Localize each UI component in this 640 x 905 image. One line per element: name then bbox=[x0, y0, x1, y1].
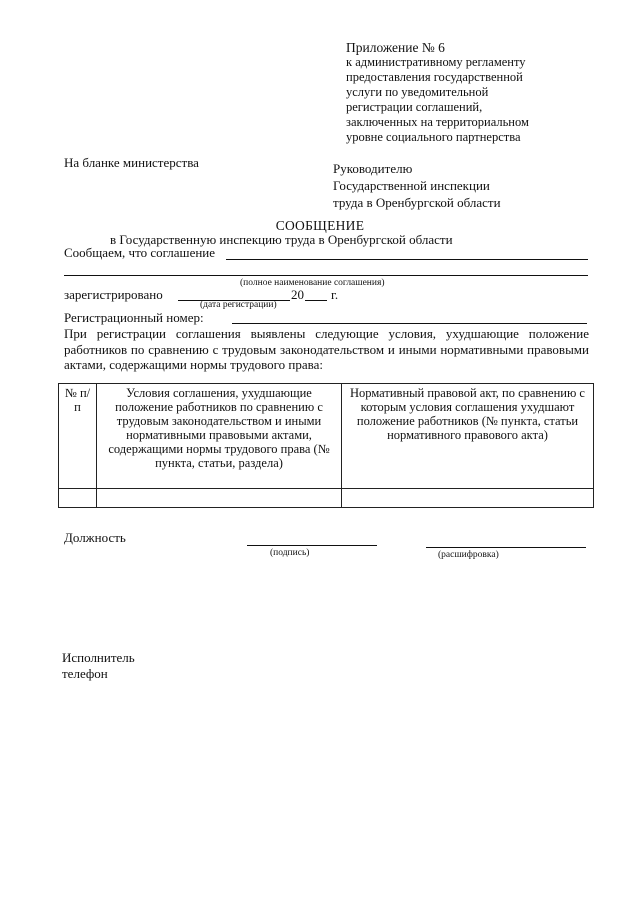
signature-line bbox=[247, 545, 377, 546]
date-caption: (дата регистрации) bbox=[200, 300, 277, 310]
appendix-line: предоставления государственной bbox=[346, 70, 523, 84]
executor-block bbox=[62, 650, 135, 682]
registration-year-line bbox=[305, 300, 327, 301]
letterhead-note: На бланке министерства bbox=[64, 155, 199, 170]
registered-label: зарегистрировано bbox=[64, 287, 163, 302]
position-label: Должность bbox=[64, 530, 126, 545]
table-cell bbox=[342, 489, 594, 508]
table-row bbox=[59, 489, 594, 508]
appendix-line: к административному регламенту bbox=[346, 55, 526, 69]
table-header-row bbox=[59, 384, 594, 489]
agreement-caption: (полное наименование соглашения) bbox=[240, 278, 385, 288]
table-cell bbox=[97, 489, 342, 508]
year-suffix: г. bbox=[331, 287, 339, 302]
addressee-block bbox=[333, 160, 501, 211]
signature-caption: (подпись) bbox=[270, 548, 310, 558]
phone-label: телефон bbox=[62, 666, 108, 681]
year-prefix: 20 bbox=[291, 287, 304, 302]
appendix-heading: Приложение № 6 bbox=[346, 40, 445, 55]
appendix-line: уровне социального партнерства bbox=[346, 130, 521, 144]
reg-number-line bbox=[232, 323, 587, 324]
header-conditions: Условия соглашения, ухудшающие положение работников по сравнению с трудовым законодательством и иными нормативными правовыми актами, содержащими нормы трудового права (№ пункта, статьи, раздела) bbox=[97, 384, 342, 489]
document-title: СООБЩЕНИЕ bbox=[275, 218, 365, 233]
conditions-paragraph: При регистрации соглашения выявлены следующие условия, ухудшающие положение работников по сравнению с трудовым законодательством и иными нормативными правовыми актами, содержащими нормы трудового права: bbox=[64, 326, 589, 372]
addressee-line: труда в Оренбургской области bbox=[333, 195, 501, 210]
agreement-name-line-1 bbox=[226, 259, 588, 260]
addressee-line: Государственной инспекции bbox=[333, 178, 490, 193]
addressee-line: Руководителю bbox=[333, 161, 413, 176]
executor-label: Исполнитель bbox=[62, 650, 135, 665]
appendix-line: услуги по уведомительной bbox=[346, 85, 489, 99]
header-normative-act: Нормативный правовой акт, по сравнению с которым условия соглашения ухудшают положение работников (№ пункта, статьи нормативного правового акта) bbox=[342, 384, 594, 489]
appendix-line: заключенных на территориальном bbox=[346, 115, 529, 129]
conditions-table bbox=[58, 383, 594, 508]
header-number: № п/п bbox=[59, 384, 97, 489]
decoding-caption: (расшифровка) bbox=[438, 550, 499, 560]
reg-number-label: Регистрационный номер: bbox=[64, 310, 204, 325]
agreement-label: Сообщаем, что соглашение bbox=[64, 245, 216, 260]
decoding-line bbox=[426, 547, 586, 548]
table-cell bbox=[59, 489, 97, 508]
agreement-name-line-2 bbox=[64, 275, 588, 276]
document-subtitle: в Государственную инспекцию труда в Оренбургской области bbox=[110, 232, 453, 247]
appendix-line: регистрации соглашений, bbox=[346, 100, 483, 114]
appendix-block bbox=[346, 40, 596, 145]
